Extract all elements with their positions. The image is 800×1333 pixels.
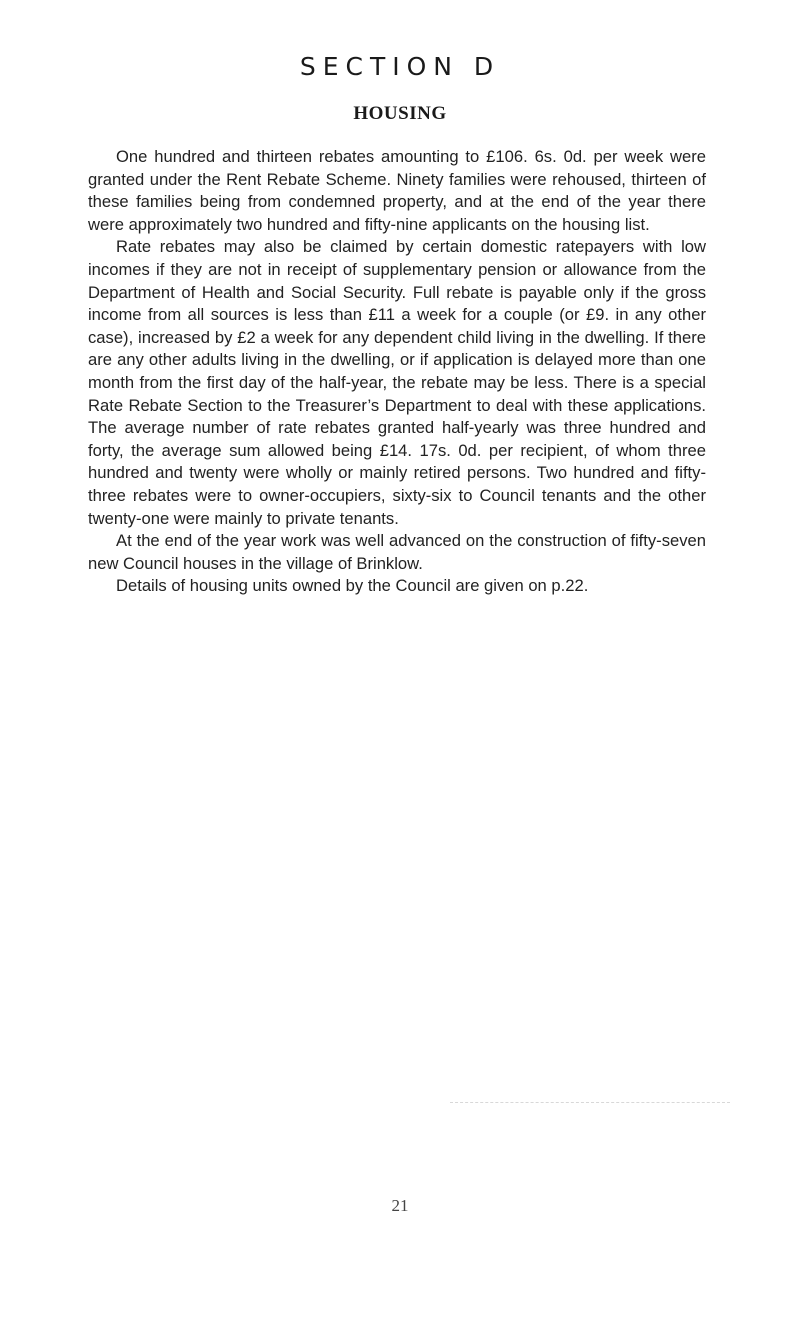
paragraph-rate-rebates: Rate rebates may also be claimed by certain domestic ratepayers with low incomes if they are not in receipt of supplementary pension or allowance from the Department of Health and Social Security. Full rebate is payable only if the gross income from all sources is less than £11 a week for a couple (or £9. in any other case), increased by £2 a week for any dependent child living in the dwelling. If there are any other adults living in the dwelling, or if application is delayed more than one month from the first day of the half-year, the rebate may be less. There is a special Rate Rebate Section to the Treasurer’s Department to deal with these applications. The average number of rate rebates granted half-yearly was three hundred and forty, the average sum allowed being £14. 17s. 0d. per recipient, of whom three hundred and twenty were wholly or mainly retired persons. Two hundred and fifty-three rebates were to owner-occupiers, sixty-six to Council tenants and the other twenty-one were mainly to private tenants. [88,237,706,528]
body-text [88,146,706,598]
page-number: 21 [391,1196,409,1215]
faint-divider [450,1102,730,1103]
paragraph-construction: At the end of the year work was well advanced on the construction of fifty-seven new Council houses in the village of Brinklow. [88,531,706,573]
paragraph-rent-rebates: One hundred and thirteen rebates amounting to £106. 6s. 0d. per week were granted under the Rent Rebate Scheme. Ninety families were rehoused, thirteen of these families being from condemned property, and at the end of the year there were approximately two hundred and fifty-nine applicants on the housing list. [88,147,706,234]
section-title: SECTION D [299,52,501,81]
page-heading: HOUSING [353,103,447,124]
paragraph-housing-units: Details of housing units owned by the Council are given on p.22. [116,576,589,596]
